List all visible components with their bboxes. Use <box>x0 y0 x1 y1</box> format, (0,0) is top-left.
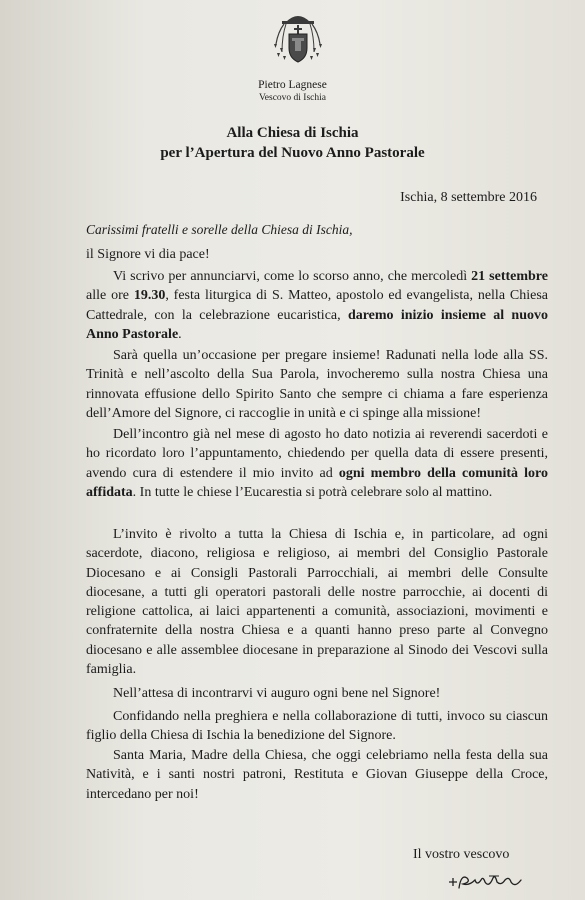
sender-name: Pietro Lagnese <box>258 79 327 91</box>
bold-emphasis: ogni membro della comunità loro affidata <box>86 465 548 500</box>
bold-date: 21 settembre <box>471 269 548 284</box>
dateline: Ischia, 8 settembre 2016 <box>400 190 537 205</box>
text-run: . In tutte le chiese l’Eucarestia si potrà celebrare solo al mattino. <box>132 484 493 500</box>
salutation: Carissimi fratelli e sorelle della Chiesa di Ischia, <box>86 222 353 237</box>
paragraph-invitation-all: L’invito è rivolto a tutta la Chiesa di Ischia e, in particolare, ad ogni sacerdote, diacono, religiosa e religioso, ai membri del Consiglio Pastorale Diocesano e ai Consigli Pastorali Parrocchiali, ai membri delle Consulte diocesane, a tutti gli operatori pastorali delle nostre parrocchie, ai docenti di religione cattolica, ai laici appartenenti a comunità, associazioni, movimenti e confraternite della nostra Chiesa e a quanti hanno preso parte al Convegno diocesano e alle assemblee diocesane in preparazione al Sinodo dei Vescovi sulla famiglia. <box>86 527 548 678</box>
sender-role: Vescovo di Ischia <box>258 93 326 103</box>
paragraph-announcement <box>86 267 548 344</box>
paragraph-blessing: Confidando nella preghiera e nella collaborazione di tutti, invoco su ciascun figlio della Chiesa di Ischia la benedizione del Signore. <box>86 709 548 744</box>
letter-title-line-2: per l’Apertura del Nuovo Anno Pastorale <box>160 145 425 161</box>
paragraph-wishes: Nell’attesa di incontrarvi vi auguro ogni bene nel Signore! <box>113 686 441 701</box>
bold-emphasis: daremo inizio insieme al nuovo Anno Pastorale <box>86 307 549 342</box>
greeting: il Signore vi dia pace! <box>86 247 210 262</box>
text-run: . <box>178 326 182 342</box>
paragraph-intercession: Santa Maria, Madre della Chiesa, che oggi celebriamo nella festa della sua Natività, e i santi nostri patroni, Restituta e Giovan Giuseppe della Croce, intercedano per noi! <box>86 748 548 802</box>
bold-time: 19.30 <box>133 288 166 304</box>
episcopal-coat-of-arms-icon <box>268 8 328 66</box>
handwritten-signature <box>445 868 530 896</box>
letter-title-line-1: Alla Chiesa di Ischia <box>226 125 359 141</box>
paragraph-invitation-clergy <box>86 425 548 502</box>
text-run: , festa liturgica di S. Matteo, apostolo ed evangelista, nella Chiesa Cattedrale, con la celebrazione eucaristica, <box>86 288 548 323</box>
text-run: Dell’incontro già nel mese di agosto ho dato notizia ai reverendi sacerdoti e ho ricordato loro l’appuntamento, chiedendo per quella data di essere presenti, avendo cura di estendere il mio invito ad <box>86 427 548 481</box>
paragraph-prayer: Sarà quella un’occasione per pregare insieme! Radunati nella lode alla SS. Trinità e nell’ascolto della Sua Parola, invocheremo sulla nostra Chiesa una rinnovata effusione dello Spirito Santo che sempre ci chiama a fare esperienza dell’Amore del Signore, ci raccoglie in unità e ci spinge alla missione! <box>86 348 548 421</box>
text-run: alle ore <box>86 288 134 304</box>
text-run: Vi scrivo per annunciarvi, come lo scorso anno, che mercoledì <box>113 269 472 284</box>
closing: Il vostro vescovo <box>413 847 510 862</box>
